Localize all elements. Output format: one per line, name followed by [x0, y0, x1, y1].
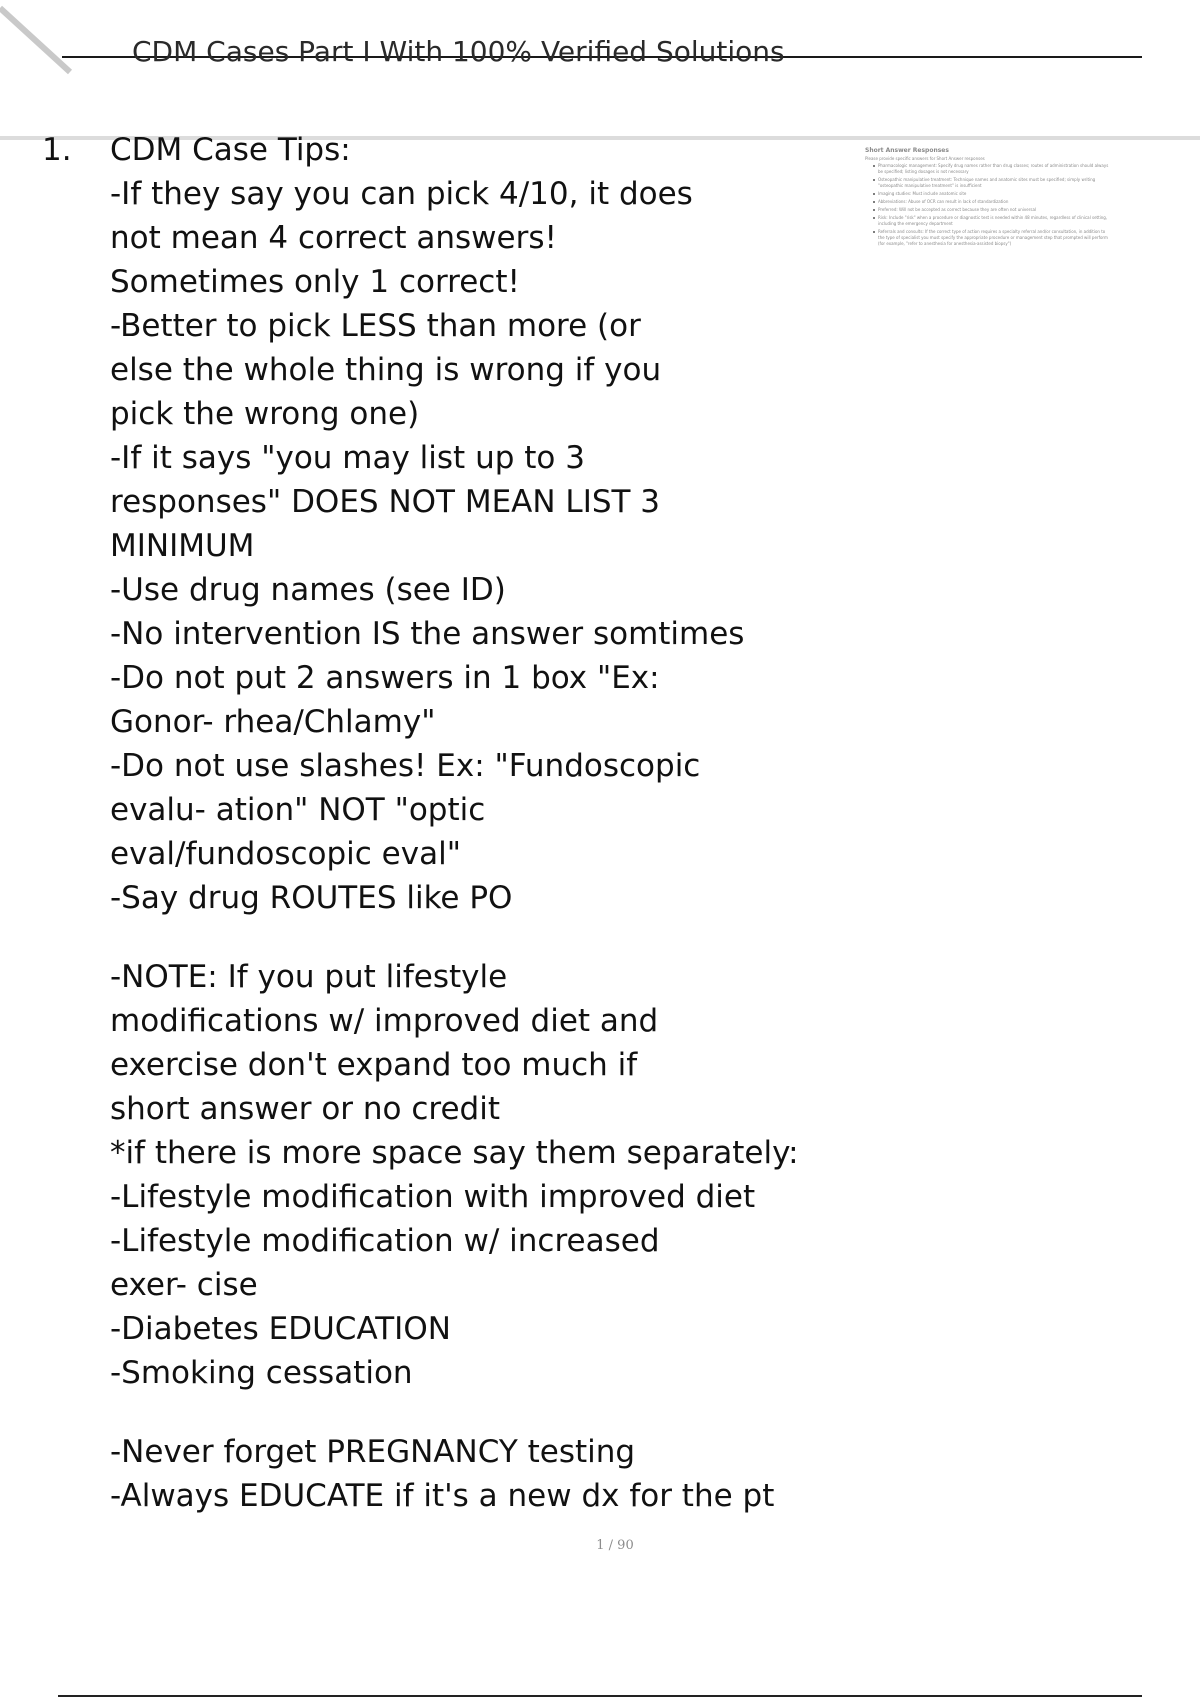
tip-line: -Say drug ROUTES like PO	[110, 880, 513, 916]
blank-line	[110, 920, 870, 955]
footer-rule	[58, 1695, 1142, 1697]
tip-line: exer- cise	[110, 1267, 258, 1303]
tip-line: modifications w/ improved diet and	[110, 1003, 659, 1039]
tip-line: Sometimes only 1 correct!	[110, 264, 520, 300]
thumbnail-bullet: Osteopathic manipulative treatment: Technique names and anatomic sites must be specified; simply writing "osteopathic manipulative treatment" is insufficient	[873, 177, 1110, 189]
tip-line: -Do not use slashes! Ex: "Fundoscopic	[110, 748, 701, 784]
tip-line: evalu- ation" NOT "optic	[110, 792, 486, 828]
tip-line: Gonor- rhea/Chlamy"	[110, 704, 436, 740]
tip-line: responses" DOES NOT MEAN LIST 3	[110, 484, 661, 520]
tip-line: -Do not put 2 answers in 1 box "Ex:	[110, 660, 660, 696]
tip-line: -Always EDUCATE if it's a new dx for the pt	[110, 1478, 775, 1514]
tip-line: *if there is more space say them separately:	[110, 1135, 799, 1171]
tip-line: -Smoking cessation	[110, 1355, 413, 1391]
thumbnail-bullets	[865, 163, 1110, 247]
tip-line: CDM Case Tips:	[110, 132, 351, 168]
tip-line: -If it says "you may list up to 3	[110, 440, 585, 476]
thumbnail-bullet: Pharmacologic management: Specify drug names rather than drug classes; routes of administration should always be specified; listing dosages is not necessary	[873, 163, 1110, 175]
thumbnail-title: Short Answer Responses	[865, 147, 949, 154]
thumbnail-subtitle: Please provide specific answers for Short Answer responses	[865, 156, 985, 161]
tip-line: -No intervention IS the answer somtimes	[110, 616, 745, 652]
tip-line: else the whole thing is wrong if you	[110, 352, 662, 388]
tip-line: pick the wrong one)	[110, 396, 420, 432]
thumbnail-bullet: Abbreviations: Abuse of OCR can result in lack of standardization	[873, 199, 1110, 205]
thumbnail-bullet: Preferred: Will not be accepted as correct because they are often not universal	[873, 207, 1110, 213]
tip-line: -Better to pick LESS than more (or	[110, 308, 641, 344]
blank-line	[110, 1395, 870, 1430]
tip-line: MINIMUM	[110, 528, 255, 564]
thumbnail-bullet: Referrals and consults: If the correct type of action requires a specialty referral and/or consultation, in addition to the type of specialist you must specify the appropriate procedure or management step that prompted will perform (for example, "refer to anesthesia for anesthesia-assisted biopsy")	[873, 229, 1110, 247]
tip-line: -Diabetes EDUCATION	[110, 1311, 451, 1347]
tip-line: -Lifestyle modification w/ increased	[110, 1223, 660, 1259]
tip-line: -Never forget PREGNANCY testing	[110, 1434, 636, 1470]
tip-line: -Use drug names (see ID)	[110, 572, 506, 608]
tip-line: exercise don't expand too much if	[110, 1047, 638, 1083]
tip-line: short answer or no credit	[110, 1091, 500, 1127]
thumbnail-bullet: Risk: Include "risk" when a procedure or diagnostic test is needed within 48 minutes, regardless of clinical setting, including the emergency department	[873, 215, 1110, 227]
tip-line: -If they say you can pick 4/10, it does	[110, 176, 693, 212]
item-number: 1.	[42, 132, 72, 168]
tip-line: not mean 4 correct answers!	[110, 220, 557, 256]
tip-line: -Lifestyle modification with improved diet	[110, 1179, 756, 1215]
thumbnail-bullet: Imaging studies: Must include anatomic site	[873, 191, 1110, 197]
answer-guidelines-thumbnail	[865, 146, 1110, 271]
document-title: CDM Cases Part I With 100% Verified Solutions	[132, 35, 785, 68]
tip-line: eval/fundoscopic eval"	[110, 836, 461, 872]
page-number: 1 / 90	[596, 1538, 634, 1553]
tips-list	[110, 128, 870, 1518]
tip-line: -NOTE: If you put lifestyle	[110, 959, 508, 995]
page-header	[62, 30, 1142, 66]
